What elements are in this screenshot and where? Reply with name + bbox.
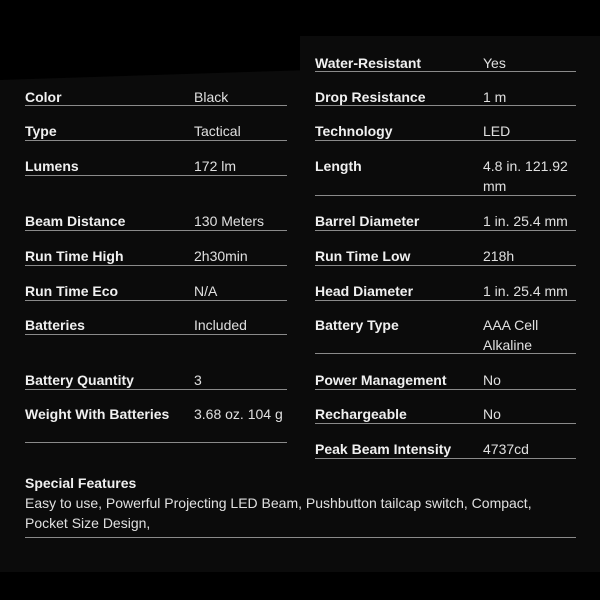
spec-value: Yes xyxy=(483,55,506,71)
special-features-value: Easy to use, Powerful Projecting LED Beam, Pushbutton tailcap switch, Compact, Pocket Size Design, xyxy=(25,495,532,531)
spec-row-lumens xyxy=(25,149,287,176)
spec-value: No xyxy=(483,372,501,388)
spec-row-head-diameter xyxy=(315,274,576,301)
spec-label: Run Time Low xyxy=(315,248,411,264)
spec-label: Battery Quantity xyxy=(25,372,134,388)
top-band xyxy=(0,0,600,36)
spec-value: Tactical xyxy=(194,123,241,139)
spec-label: Peak Beam Intensity xyxy=(315,441,452,457)
spec-value: 4.8 in. 121.92 mm xyxy=(483,158,568,194)
spec-row-beam-distance xyxy=(25,204,287,231)
spec-value: 172 lm xyxy=(194,158,237,174)
spec-row-run-time-high xyxy=(25,239,287,266)
spec-row-battery-quantity xyxy=(25,363,287,390)
spec-row-length xyxy=(315,149,576,196)
spec-row-technology xyxy=(315,114,576,141)
spec-value: LED xyxy=(483,123,511,139)
spec-value: 1 m xyxy=(483,89,507,105)
spec-label: Run Time High xyxy=(25,248,124,264)
spec-label: Batteries xyxy=(25,317,85,333)
spec-label: Water-Resistant xyxy=(315,55,422,71)
spec-value: 3 xyxy=(194,372,202,388)
spec-value: AAA Cell Alkaline xyxy=(483,317,539,353)
spec-label: Drop Resistance xyxy=(315,89,426,105)
spec-label: Technology xyxy=(315,123,393,139)
spec-label: Type xyxy=(25,123,57,139)
spec-row-weight xyxy=(25,397,287,443)
spec-row-run-time-eco xyxy=(25,274,287,301)
spec-value: Included xyxy=(194,317,247,333)
spec-row-color xyxy=(25,80,287,106)
spec-row-batteries xyxy=(25,308,287,335)
spec-value: 1 in. 25.4 mm xyxy=(483,213,568,229)
spec-value: 218h xyxy=(483,248,515,264)
spec-row-battery-type xyxy=(315,308,576,354)
spec-label: Power Management xyxy=(315,372,447,388)
spec-row-run-time-low xyxy=(315,239,576,266)
spec-row-water-resistant xyxy=(315,46,576,72)
spec-row-barrel-diameter xyxy=(315,204,576,231)
spec-label: Beam Distance xyxy=(25,213,126,229)
spec-row-peak-beam-intensity xyxy=(315,432,576,459)
spec-value: 3.68 oz. 104 g xyxy=(194,406,283,422)
spec-label: Length xyxy=(315,158,362,174)
spec-row-drop-resistance xyxy=(315,80,576,106)
spec-value: 2h30min xyxy=(194,248,248,264)
spec-label: Battery Type xyxy=(315,317,399,333)
spec-value: 4737cd xyxy=(483,441,529,457)
spec-label: Weight With Batteries xyxy=(25,406,170,422)
spec-label: Lumens xyxy=(25,158,79,174)
spec-label: Head Diameter xyxy=(315,283,414,299)
spec-value: No xyxy=(483,406,501,422)
special-features xyxy=(25,466,576,538)
spec-label: Run Time Eco xyxy=(25,283,119,299)
spec-value: 130 Meters xyxy=(194,213,265,229)
spec-row-power-management xyxy=(315,363,576,390)
spec-label: Rechargeable xyxy=(315,406,407,422)
special-features-label: Special Features xyxy=(25,475,137,491)
spec-label: Barrel Diameter xyxy=(315,213,420,229)
spec-value: 1 in. 25.4 mm xyxy=(483,283,568,299)
spec-label: Color xyxy=(25,89,62,105)
spec-value: Black xyxy=(194,89,229,105)
spec-value: N/A xyxy=(194,283,218,299)
spec-row-rechargeable xyxy=(315,397,576,424)
spec-row-type xyxy=(25,114,287,141)
